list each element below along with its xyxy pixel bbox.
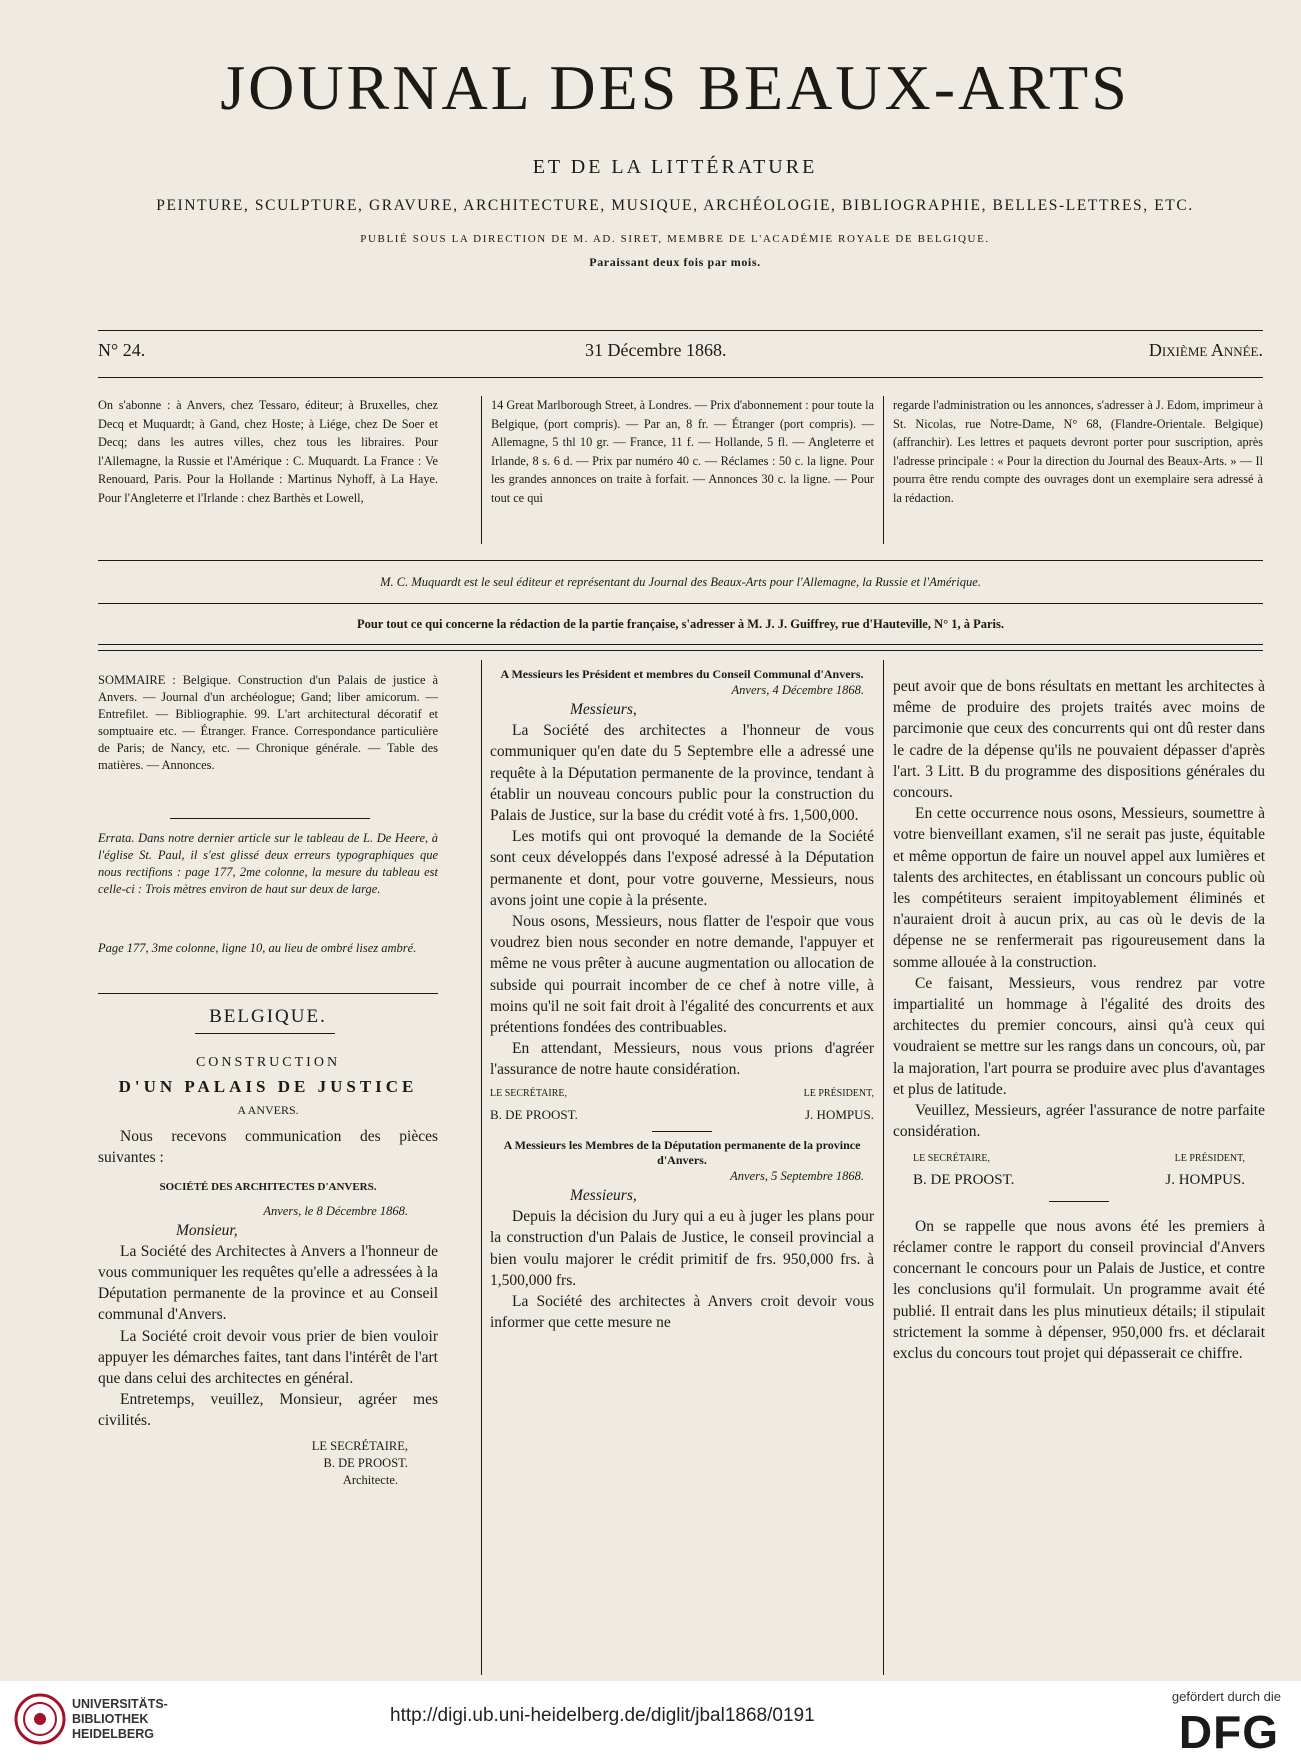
subscription-col-3: regarde l'administration ou les annonces, s'adresser à J. Edom, imprimeur à St. Nicolas, rue Notre-Dame, N° 68, (Flandre-Orientale. Belgique) (affranchir). Les lettres et paquets devront porter pour suscription, après l'adresse principale : « Pour la direction du Journal des Beaux-Arts. » — Il pourra être rendu compte des ouvrages dont un exemplaire sera adressé à la rédaction. xyxy=(893,398,1263,505)
editor-notice: M. C. Muquardt est le seul éditeur et représentant du Journal des Beaux-Arts pour l'Allemagne, la Russie et l'Amérique. xyxy=(380,575,981,589)
issue-line xyxy=(98,340,1263,362)
left-signature-role: Architecte. xyxy=(342,1472,398,1487)
right-paragraph-4: Veuillez, Messieurs, agréer l'assurance de notre parfaite considération. xyxy=(893,1102,1265,1141)
library-name-line-1: UNIVERSITÄTS- xyxy=(72,1697,168,1711)
left-paragraph-1: La Société des Architectes à Anvers a l'honneur de vous communiquer les requêtes qu'elle a adressées à la Députation permanente de la province et au Conseil communal d'Anvers. xyxy=(98,1242,438,1324)
column-divider-2 xyxy=(883,660,884,1675)
left-dateline: Anvers, le 8 Décembre 1868. xyxy=(263,1203,408,1218)
right-paragraph-2: En cette occurrence nous osons, Messieurs, soumettre à votre bienveillant examen, s'il ne serait pas juste, équitable et même opportun de faire un nouvel appel aux lumières et talents des architectes, en établissant un concours public où les compétiteurs seraient impitoyablement éliminés et n'auraient droit à aucun prix, au cas où le devis de la dépense ne se renfermerait pas rigoureusement dans la somme allouée à la construction. xyxy=(893,805,1265,971)
middle-heading-1: A Messieurs les Président et membres du Conseil Communal d'Anvers. xyxy=(500,667,864,681)
right-paragraph-1: peut avoir que de bons résultats en mettant les architectes à même de produire des projets traités avec moins de parcimonie que ceux des concurrents qui ont dû rester dans le cadre de la dépense qu'ils ne pouvaient dépasser d'après l'art. 3 Litt. B du programme des dispositions générales du concours. xyxy=(893,678,1265,802)
right-short-rule xyxy=(1049,1201,1109,1202)
journal-subtitle: ET DE LA LITTÉRATURE xyxy=(532,156,818,178)
frequency-line: Paraissant deux fois par mois. xyxy=(589,255,761,269)
library-name-line-3: HEIDELBERG xyxy=(72,1727,154,1741)
section-belgique: BELGIQUE. xyxy=(209,1006,327,1027)
left-paragraph-3: Entretemps, veuillez, Monsieur, agréer mes civilités. xyxy=(98,1391,438,1430)
middle-president-name: J. HOMPUS. xyxy=(805,1106,874,1122)
middle-signature-titles xyxy=(490,1083,874,1104)
right-secretary-title: LE SECRÉTAIRE, xyxy=(913,1153,990,1165)
direction-line: PUBLIÉ SOUS LA DIRECTION DE M. AD. SIRET, MEMBRE DE L'ACADÉMIE ROYALE DE BELGIQUE. xyxy=(360,233,990,245)
anvers-heading: A ANVERS. xyxy=(237,1103,299,1117)
rule-notice-middle xyxy=(98,603,1263,604)
footer-bar xyxy=(0,1681,1301,1761)
digitization-url[interactable]: http://digi.ub.uni-heidelberg.de/diglit/jbal1868/0191 xyxy=(390,1705,815,1726)
rule-sommaire xyxy=(170,818,370,819)
subscription-divider-2 xyxy=(883,396,884,544)
middle-secretary-title: LE SECRÉTAIRE, xyxy=(490,1087,567,1099)
rule-before-belgique xyxy=(98,993,438,994)
middle-paragraph-5: Depuis la décision du Jury qui a eu à juger les plans pour la construction d'un Palais de Justice, le conseil provincial a bien voulu majorer le crédit primitif de frs. 950,000 frs. à 1,500,000 frs. xyxy=(490,1208,874,1289)
middle-paragraph-4: En attendant, Messieurs, nous vous prions d'agréer l'assurance de notre haute considération. xyxy=(490,1040,874,1079)
right-body xyxy=(893,676,1265,1364)
left-body xyxy=(98,1126,438,1489)
middle-paragraph-3: Nous osons, Messieurs, nous flatter de l'espoir que vous voudrez bien nous seconder en notre demande, l'appuyer et même ne vous prêter à aucune augmentation ou allocation de subside qui pourrait incomber de ce chef à notre ville, à moins qu'il ne soit fait droit à l'égalité des concurrents et aux prétentions fondées des contribuables. xyxy=(490,913,874,1037)
middle-secretary-name: B. DE PROOST. xyxy=(490,1106,578,1122)
middle-short-rule xyxy=(652,1131,712,1132)
left-intro: Nous recevons communication des pièces suivantes : xyxy=(98,1128,438,1167)
rule-above-issue xyxy=(98,330,1263,331)
construction-heading: CONSTRUCTION xyxy=(195,1055,341,1070)
middle-salutation-1: Messieurs, xyxy=(570,701,637,718)
middle-dateline-2: Anvers, 5 Septembre 1868. xyxy=(730,1169,864,1184)
middle-president-title: LE PRÉSIDENT, xyxy=(803,1087,874,1099)
issue-number: N° 24. xyxy=(98,340,146,360)
dfg-logo: DFG xyxy=(1178,1706,1279,1758)
middle-signature-names xyxy=(490,1104,874,1125)
right-paragraph-3: Ce faisant, Messieurs, vous rendrez par votre impartialité un hommage à l'égalité des droits des architectes du premier concours, ainsi qu'à ceux qui voudraient se mettre sur les rangs dans un concours, où, par la majoration, l'art pourra se produire avec plus d'avantages et plus de latitude. xyxy=(893,974,1265,1098)
column-divider-1 xyxy=(481,660,482,1675)
right-secretary-name: B. DE PROOST. xyxy=(913,1171,1015,1188)
right-signature-names xyxy=(893,1170,1265,1191)
errata: Errata. Dans notre dernier article sur le tableau de L. De Heere, à l'église St. Paul, il s'est glissé deux erreurs typographiques que nous rectifions : page 177, 2me colonne, la mesure du tableau est celle-ci : Trois mètres environ de haut sur deux de large. xyxy=(98,831,438,896)
left-salutation: Monsieur, xyxy=(176,1221,238,1239)
middle-paragraph-6: La Société des architectes à Anvers croit devoir vous informer que cette mesure ne xyxy=(490,1293,874,1332)
left-paragraph-2: La Société croit devoir vous prier de bien vouloir appuyer les démarches faites, tant dans l'intérêt de l'art que dans celui des architectes en général. xyxy=(98,1327,438,1388)
errata-2: Page 177, 3me colonne, ligne 10, au lieu de ombré lisez ambré. xyxy=(98,941,417,955)
palais-heading: D'UN PALAIS DE JUSTICE xyxy=(118,1077,418,1096)
rule-below-issue xyxy=(98,377,1263,378)
middle-heading-2: A Messieurs les Membres de la Députation permanente de la province d'Anvers. xyxy=(503,1138,861,1168)
library-name xyxy=(72,1697,168,1742)
rule-under-belgique xyxy=(195,1033,335,1034)
rule-notice-bottom xyxy=(98,644,1263,645)
left-signature-title: LE SECRÉTAIRE, xyxy=(311,1438,408,1453)
rule-notice-top xyxy=(98,560,1263,561)
funded-by-text: gefördert durch die xyxy=(1171,1689,1281,1704)
issue-year: Dixième Année. xyxy=(1148,340,1263,360)
society-name: SOCIÉTÉ DES ARCHITECTES D'ANVERS. xyxy=(159,1181,377,1194)
middle-salutation-2: Messieurs, xyxy=(570,1187,637,1205)
middle-paragraph-1: La Société des architectes a l'honneur de vous communiquer qu'en date du 5 Septembre elle a adressé une requête à la Députation permanente de la province, tendant à établir un nouveau concours public pour la construction du Palais de Justice, sur la base du crédit voté à frs. 1,500,000. xyxy=(490,722,874,825)
right-president-name: J. HOMPUS. xyxy=(1165,1171,1245,1188)
middle-dateline-1: Anvers, 4 Décembre 1868. xyxy=(731,683,864,697)
issue-date: 31 Décembre 1868. xyxy=(585,340,727,360)
paris-notice: Pour tout ce qui concerne la rédaction de la partie française, s'adresser à M. J. J. Guiffrey, rue d'Hauteville, N° 1, à Paris. xyxy=(356,617,1005,631)
library-name-line-2: BIBLIOTHEK xyxy=(72,1712,149,1726)
right-paragraph-5: On se rappelle que nous avons été les premiers à réclamer contre le rapport du conseil provincial d'Anvers concernant le concours pour un Palais de Justice, et contre les conclusions qu'il formulait. Un programme avait été publié. Il entrait dans les plus minutieux détails; il stipulait strictement la somme à dépenser, 950,000 frs. et déclarait exclus du concours tout projet qui dépasserait ce chiffre. xyxy=(893,1217,1265,1363)
library-seal-icon xyxy=(14,1689,66,1749)
subscription-divider-1 xyxy=(481,396,482,544)
topics-line: PEINTURE, SCULPTURE, GRAVURE, ARCHITECTURE, MUSIQUE, ARCHÉOLOGIE, BIBLIOGRAPHIE, BELLES-LETTRES, ETC. xyxy=(156,197,1194,214)
middle-body xyxy=(490,667,874,1333)
sommaire: SOMMAIRE : Belgique. Construction d'un Palais de justice à Anvers. — Journal d'un archéologue; Gand; liber amicorum. — Entrefilet. — Bibliographie. 99. L'art architectural décoratif et somptuaire etc. — Étranger. France. Correspondance particulière de Paris; de Nancy, etc. — Chronique générale. — Table des matières. — Annonces. xyxy=(98,673,438,772)
subscription-col-1: On s'abonne : à Anvers, chez Tessaro, éditeur; à Bruxelles, chez Decq et Muquardt; à Gand, chez Hoste; à Liége, chez De Soer et Decq; dans les autres villes, chez tous les libraires. Pour l'Allemagne, la Russie et l'Amérique : C. Muquardt. La France : Ve Renouard, Paris. Pour la Hollande : Martinus Nyhoff, à La Haye. Pour l'Angleterre et l'Irlande : chez Barthès et Lowell, xyxy=(98,398,438,505)
right-signature-titles xyxy=(893,1148,1265,1169)
right-president-title: LE PRÉSIDENT, xyxy=(1174,1153,1245,1165)
masthead xyxy=(90,48,1260,270)
rule-notice-bottom-double xyxy=(98,650,1263,651)
middle-paragraph-2: Les motifs qui ont provoqué la demande de la Société sont ceux développés dans l'exposé adressé à la Députation permanente et dont, pour votre gouverne, Messieurs, nous avons joint une copie à la présente. xyxy=(490,828,874,909)
left-signature-name: B. DE PROOST. xyxy=(323,1455,408,1470)
journal-title: JOURNAL DES BEAUX-ARTS xyxy=(220,52,1130,123)
subscription-col-2: 14 Great Marlborough Street, à Londres. — Prix d'abonnement : pour toute la Belgique, (port compris). — Par an, 8 fr. — Étranger (port compris). — Allemagne, 5 thl 10 gr. — France, 11 f. — Hollande, 5 fl. — Angleterre et Irlande, 8 s. 6 d. — Prix par numéro 40 c. — Réclames : 50 c. la ligne. Pour les grandes annonces on traite à forfait. — Annonces 30 c. la ligne. — Pour tout ce qui xyxy=(491,398,874,505)
